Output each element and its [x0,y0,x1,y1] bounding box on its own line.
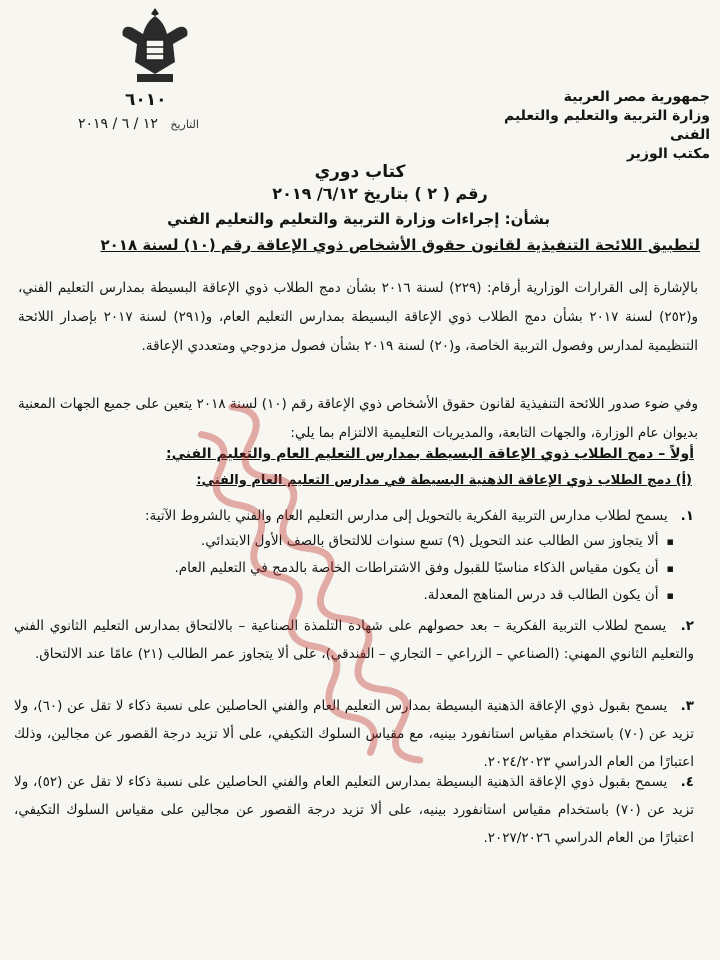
ministry-header [470,88,710,164]
condition-item: ▪ أن يكون مقياس الذكاء مناسبًا للقبول وفق الاشتراطات الخاصة بالدمج في التعليم العام. [34,555,674,582]
ministry-line-country: جمهورية مصر العربية [563,89,710,105]
list-item-number: ٣. [680,698,695,714]
list-item-text: يسمح بقبول ذوي الإعاقة الذهنية البسيطة بمدارس التعليم العام والفني الحاصلين على نسبة ذكاء لا تقل عن (٥٢)، ولا تزيد عن (٧٠) باستخدام مقياس استانفورد بينيه، على ألا تزيد درجة القصور عن مجالين على مقياس السلوك التكيفي، اعتبارًا من العام الدراسي ٢٠٢٧/٢٠٢٦. [14,774,695,846]
ministry-line-ministry: وزارة التربية والتعليم والتعليم الفنى [503,108,710,143]
document-subject: بشأن: إجراءات وزارة التربية والتعليم والتعليم الفني [167,210,550,228]
document-number-line: رقم ( ٢ ) بتاريخ ٦/١٢/ ٢٠١٩ [272,184,488,203]
condition-item: ▪ ألا يتجاوز سن الطالب عند التحويل (٩) تسع سنوات للالتحاق بالصف الأول الابتدائي. [34,528,674,555]
date-label: التاريخ [170,118,199,131]
date-value: ١٢ / ٦ / ٢٠١٩ [78,116,158,132]
list-item-number: ١. [680,508,694,524]
ministry-line-office: مكتب الوزير [626,146,710,162]
context-paragraph: وفي ضوء صدور اللائحة التنفيذية لقانون حقوق الأشخاص ذوي الإعاقة رقم (١٠) لسنة ٢٠١٨ يتعين على جميع الجهات المعنية بديوان عام الوزارة، والجهات التابعة، والمديريات التعليمية الالتزام بما يلي: [18,396,698,441]
list-item-number: ٤. [680,774,695,790]
conditions-list [34,528,674,609]
document-date [78,116,199,132]
subsection-heading: (أ) دمج الطلاب ذوي الإعاقة الذهنية البسيطة في مدارس التعليم العام والفني: [196,473,692,488]
document-subject-line2: لتطبيق اللائحة التنفيذية لقانون حقوق الأشخاص ذوي الإعاقة رقم (١٠) لسنة ٢٠١٨ [100,236,700,254]
intro-paragraph: بالإشارة إلى القرارات الوزارية أرقام: (٢٢٩) لسنة ٢٠١٦ بشأن دمج الطلاب ذوي الإعاقة البسيطة بمدارس التعليم الفني، و(٢٥٢) لسنة ٢٠١٧ بشأن دمج الطلاب ذوي الإعاقة البسيطة بمدارس التعليم العام، و(٢٩١) لسنة ٢٠١٧ بإصدار اللائحة التنظيمية لمدارس وفصول التربية الخاصة، و(٢٠) لسنة ٢٠١٩ بشأن فصول مزدوجي ومتعددي الإعاقة. [18,280,698,354]
eagle-emblem-icon [115,4,195,86]
list-item [14,692,694,776]
condition-item: ▪ أن يكون الطالب قد درس المناهج المعدلة. [34,582,674,609]
list-item [14,768,694,852]
section-heading: أولاً – دمج الطلاب ذوي الإعاقة البسيطة بمدارس التعليم العام والتعليم الفني: [165,446,694,462]
list-item-text: يسمح لطلاب التربية الفكرية – بعد حصولهم على شهادة التلمذة الصناعية – بالالتحاق بمدارس التعليم الثانوي الفني والتعليم الثانوي المهني: (الصناعي – الزراعي – التجاري – الفندقي)، على ألا يتجاوز عمر الطالب (٢١) عامًا عند الالتحاق. [14,618,694,662]
list-item-text: يسمح بقبول ذوي الإعاقة الذهنية البسيطة بمدارس التعليم العام والفني الحاصلين على نسبة ذكاء لا تقل عن (٦٠)، ولا تزيد عن (٧٠) باستخدام مقياس استانفورد بينيه، مع مقياس السلوك التكيفي، على ألا تزيد درجة القصور عن مجالين، وذلك اعتبارًا من العام الدراسي ٢٠٢٤/٢٠٢٣. [14,698,695,770]
list-item-text: يسمح لطلاب مدارس التربية الفكرية بالتحويل إلى مدارس التعليم العام والفني بالشروط الآتية: [145,508,668,524]
reference-number: ٦٠١٠ [125,90,167,110]
document-type-title: كتاب دوري [314,162,406,182]
list-item [14,612,694,668]
list-item-number: ٢. [680,618,694,634]
list-item [14,502,694,530]
